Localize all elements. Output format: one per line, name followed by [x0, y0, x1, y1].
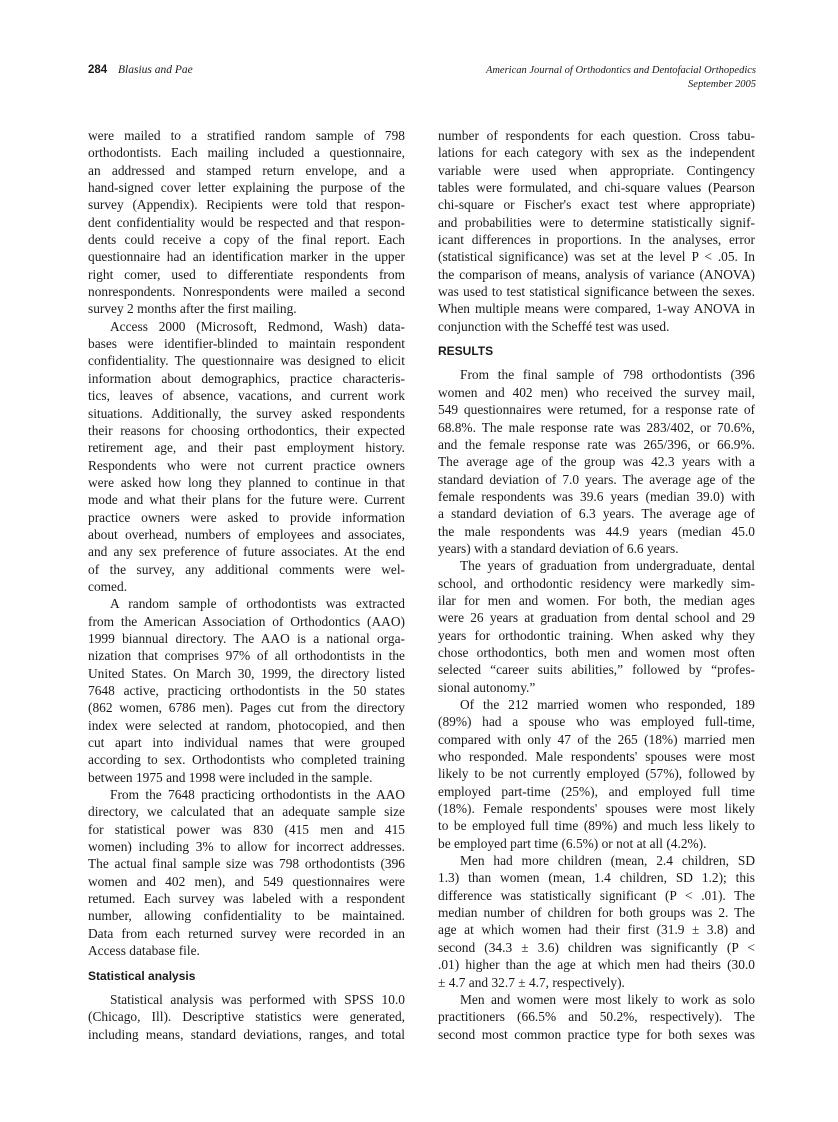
- text-line: and any sex preference of future associates. At the end: [88, 544, 405, 560]
- text-line: employed part-time (25%), and employed full time: [438, 783, 755, 799]
- text-line: The years of graduation from undergraduate, dental: [460, 558, 755, 574]
- journal-info: [486, 64, 756, 92]
- text-line: about overhead, numbers of employees and associates,: [88, 526, 405, 542]
- text-line: who responded. Male respondents' spouses were most: [438, 749, 755, 765]
- text-line: difference was statistically significant (P < .01). The: [438, 887, 755, 903]
- journal-title: American Journal of Orthodontics and Dentofacial Orthopedics: [485, 65, 756, 76]
- text-line: were mailed to a stratified random sample of 798: [88, 128, 405, 143]
- text-line: ilar for men and women. For both, the median ages: [438, 592, 755, 608]
- text-line: ± 4.7 and 32.7 ± 4.7, respectively).: [438, 974, 625, 990]
- text-line: When multiple means were compared, 1-way ANOVA in: [438, 301, 755, 317]
- text-line: bases were identifier-blinded to maintain respondent: [88, 336, 405, 352]
- text-line: women) including 3% to allow for incorrect addresses.: [88, 839, 405, 855]
- text-line: nization that comprises 97% of all orthodontists in the: [88, 648, 405, 664]
- text-line: selected “career suits abilities,” followed by “profes-: [438, 662, 755, 678]
- text-line: practitioners (66.5% and 50.2%, respectively). The: [438, 1009, 755, 1025]
- text-line: according to sex. Orthodontists who completed training: [88, 752, 405, 768]
- text-line: orthodontists. Each mailing included a questionnaire,: [88, 145, 405, 161]
- text-line: 7648 active, practicing orthodontists in the 50 states: [88, 683, 405, 698]
- text-line: tables were formulated, and chi-square values (Pearson: [438, 180, 755, 196]
- text-line: Respondents who were not current practice owners: [88, 457, 405, 473]
- text-line: was used to test statistical significance between the sexes.: [438, 284, 755, 300]
- text-line: Access 2000 (Microsoft, Redmond, Wash) data-: [110, 318, 405, 334]
- text-line: From the final sample of 798 orthodontists (396: [460, 367, 755, 383]
- text-line: (862 women, 6786 men). Pages cut from the directory: [88, 700, 405, 716]
- text-line: compared with only 47 of the 265 (18%) married men: [438, 731, 755, 747]
- text-line: retirement age, and their past employment history.: [88, 440, 405, 456]
- text-line: to be employed full time (89%) and much less likely to: [438, 818, 755, 834]
- paragraph: [88, 786, 405, 959]
- text-line: 1.3) than women (mean, 1.4 children, SD 1.2); this: [438, 870, 755, 886]
- text-line: confidentiality. The questionnaire was designed to elicit: [88, 353, 405, 369]
- text-line: age at which women had their first (31.9 ± 3.8) and: [438, 922, 755, 938]
- page-number: 284: [88, 64, 108, 76]
- section-heading-results: RESULTS: [438, 344, 494, 359]
- text-line: women and 402 men) who received the survey mail,: [438, 384, 755, 400]
- text-line: chose orthodontics, both men and women most often: [438, 644, 755, 660]
- text-line: Access database file.: [88, 943, 200, 959]
- text-line: hand-signed cover letter explaining the purpose of the: [88, 180, 405, 196]
- text-line: female respondents was 39.6 years (median 39.0) with: [438, 488, 755, 504]
- text-line: comed.: [88, 578, 128, 594]
- text-line: .01) higher than the age at which men had theirs (30.0: [438, 957, 755, 973]
- paragraph: [438, 127, 755, 335]
- text-line: 1999 biannual directory. The AAO is a national orga-: [88, 630, 405, 646]
- text-line: second (34.3 ± 3.6) children was significantly (P <: [438, 939, 755, 955]
- text-line: their reasons for choosing orthodontics, their expected: [88, 422, 405, 438]
- paragraph: [438, 852, 755, 991]
- text-line: (18%). Female respondents' spouses were most likely: [438, 801, 755, 817]
- text-line: lations for each category with sex as the independent: [438, 145, 755, 161]
- text-line: icant differences in proportions. In the analyses, error: [438, 232, 755, 248]
- text-line: from the American Association of Orthodontics (AAO): [88, 613, 405, 629]
- text-line: including means, standard deviations, ranges, and total: [88, 1026, 405, 1042]
- text-line: United States. On March 30, 1999, the directory listed: [88, 665, 405, 681]
- text-line: Of the 212 married women who responded, 189: [460, 697, 755, 712]
- text-line: practice owners were asked to provide information: [88, 509, 405, 525]
- paragraph: [438, 557, 755, 696]
- text-line: From the 7648 practicing orthodontists in the AAO: [110, 787, 405, 803]
- text-line: index were selected at random, photocopied, and then: [88, 717, 405, 733]
- text-line: the comparison of means, analysis of variance (ANOVA): [438, 266, 755, 282]
- text-line: years for orthodontic training. When asked why they: [438, 627, 755, 643]
- text-line: tics, leaves of absence, vacations, and current work: [88, 388, 405, 404]
- paragraph: [88, 991, 405, 1043]
- text-line: years) with a standard deviation of 6.6 years.: [438, 540, 679, 556]
- text-line: number of respondents for each question. Cross tabu-: [438, 128, 755, 143]
- text-line: Men had more children (mean, 2.4 children, SD: [460, 853, 755, 869]
- text-line: dent confidentiality would be respected and that respon-: [88, 214, 405, 230]
- text-line: the male respondents was 44.9 years (median 45.0: [438, 523, 755, 539]
- text-line: variable were used when appropriate. Contingency: [438, 162, 755, 178]
- text-line: an addressed and stamped return envelope, and a: [88, 162, 405, 178]
- text-line: questionnaire had an identification marker in the upper: [88, 249, 405, 265]
- running-header: [88, 64, 756, 98]
- text-line: school, and orthodontic residency were markedly sim-: [438, 575, 755, 591]
- text-line: were 26 years at graduation from dental school and 29: [438, 610, 755, 626]
- spacer: [438, 335, 755, 343]
- right-column: [438, 127, 755, 1043]
- text-line: likely to be not currently employed (57%), followed by: [438, 766, 755, 782]
- text-line: nonrespondents. Nonrespondents were mailed a second: [88, 284, 405, 300]
- left-column: [88, 127, 405, 1043]
- paragraph: [88, 127, 405, 318]
- text-line: Men and women were most likely to work as solo: [460, 991, 755, 1007]
- text-line: standard deviation of 7.0 years. The average age of the: [438, 471, 755, 487]
- text-line: survey (Appendix). Recipients were told that respon-: [88, 197, 405, 213]
- text-line: were asked how long they planned to continue in that: [88, 474, 405, 490]
- spacer: [88, 960, 405, 968]
- text-line: number, allowing confidentiality to be maintained.: [88, 908, 405, 924]
- text-line: situations. Additionally, the survey asked respondents: [88, 405, 405, 421]
- text-line: Data from each returned survey were recorded in an: [88, 925, 405, 941]
- text-line: survey 2 months after the first mailing.: [88, 301, 297, 317]
- text-line: median number of children for both groups was 2. The: [438, 905, 755, 921]
- text-line: (Chicago, Ill). Descriptive statistics were generated,: [88, 1009, 405, 1025]
- running-authors: Blasius and Pae: [118, 64, 193, 76]
- paragraph: [438, 366, 755, 557]
- section-heading-statistical-analysis: Statistical analysis: [88, 968, 196, 983]
- text-line: women and 402 men), and 549 questionnaires were: [88, 873, 405, 889]
- text-line: second most common practice type for both sexes was: [438, 1026, 755, 1042]
- text-line: and probabilities were to determine statistically signif-: [438, 214, 755, 230]
- text-line: for statistical power was 830 (415 men and 415: [88, 821, 405, 837]
- text-line: The actual final sample size was 798 orthodontists (396: [88, 856, 405, 872]
- text-line: right comer, used to differentiate respondents from: [88, 266, 405, 282]
- text-line: sional autonomy.”: [438, 679, 536, 695]
- text-line: A random sample of orthodontists was extracted: [110, 596, 405, 612]
- text-line: information about demographics, practice characteris-: [88, 370, 405, 386]
- text-line: retumed. Each survey was labeled with a respondent: [88, 891, 405, 907]
- paragraph: [438, 696, 755, 852]
- text-line: dents could receive a copy of the final report. Each: [88, 232, 405, 248]
- text-line: of the survey, any additional comments were wel-: [88, 561, 405, 577]
- text-line: 68.8%. The male response rate was 283/402, or 70.6%,: [438, 419, 755, 435]
- text-line: (statistical significance) was set at the level P < .05. In: [438, 249, 755, 265]
- paragraph: [438, 991, 755, 1043]
- text-line: conjunction with the Scheffé test was used.: [438, 318, 670, 334]
- text-line: chi-square or Fischer's exact test where appropriate): [438, 197, 755, 213]
- issue-date: September 2005: [688, 79, 756, 90]
- text-line: mode and what their plans for the future were. Current: [88, 492, 405, 508]
- text-line: directory, we calculated that an adequate sample size: [88, 804, 405, 820]
- text-line: a standard deviation of 6.3 years. The average age of: [438, 506, 755, 522]
- paragraph: [88, 595, 405, 786]
- text-line: Statistical analysis was performed with SPSS 10.0: [110, 991, 405, 1007]
- paragraph: [88, 318, 405, 596]
- text-line: and the female response rate was 265/396, or 66.9%.: [438, 436, 755, 452]
- text-line: 549 questionnaires were retumed, for a response rate of: [438, 402, 755, 418]
- text-line: between 1975 and 1998 were included in the sample.: [88, 769, 373, 785]
- text-line: be employed part time (6.5%) or not at all (4.2%).: [438, 835, 707, 851]
- text-line: The average age of the group was 42.3 years with a: [438, 454, 755, 470]
- text-line: cut apart into individual names that were grouped: [88, 735, 405, 751]
- text-line: (89%) had a spouse who was employed full-time,: [438, 714, 755, 730]
